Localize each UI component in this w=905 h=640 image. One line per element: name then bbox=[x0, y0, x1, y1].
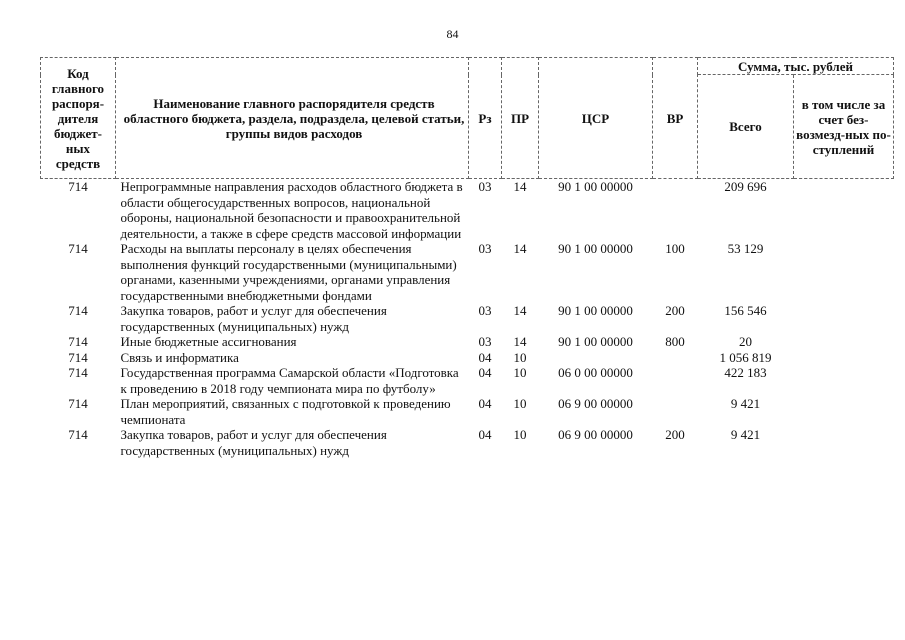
cell-total: 9 421 bbox=[730, 396, 761, 411]
cell-csr: 90 1 00 00000 bbox=[558, 303, 633, 318]
cell-vr bbox=[653, 396, 698, 427]
cell-rz: 04 bbox=[478, 349, 492, 365]
cell-incl bbox=[794, 334, 894, 350]
header-vr: ВР bbox=[653, 58, 698, 179]
header-name: Наименование главного распорядителя средств областного бюджета, раздела, подраздела, целевой статьи, группы видов расходов bbox=[116, 58, 469, 179]
cell-rz: 04 bbox=[478, 365, 492, 380]
header-rz: Рз bbox=[469, 58, 502, 179]
cell-vr bbox=[653, 365, 698, 396]
cell-name: Расходы на выплаты персоналу в целях обеспечения выполнения функций государственными (муниципальными) органами, казенными учреждениями, органами управления государственными внебюджетными фондами bbox=[120, 241, 457, 303]
header-pr: ПР bbox=[502, 58, 539, 179]
cell-rz: 03 bbox=[478, 179, 492, 194]
table-row bbox=[41, 350, 894, 366]
cell-total: 209 696 bbox=[724, 179, 767, 194]
cell-total: 20 bbox=[739, 334, 752, 349]
cell-csr bbox=[539, 350, 653, 366]
cell-pr: 14 bbox=[513, 179, 527, 194]
table-row bbox=[41, 179, 894, 242]
cell-name: Иные бюджетные ассигнования bbox=[120, 334, 297, 349]
cell-vr: 800 bbox=[665, 334, 685, 349]
cell-csr: 06 9 00 00000 bbox=[558, 427, 633, 442]
header-total: Всего bbox=[698, 75, 794, 179]
cell-name: Непрограммные направления расходов областного бюджета в области общегосударственных вопросов, национальной обороны, национальной безопасности и правоохранительной деятельности, а также в сфере средств массовой информации bbox=[120, 179, 463, 241]
cell-incl bbox=[794, 303, 894, 334]
cell-rz: 04 bbox=[478, 427, 492, 442]
header-incl: в том числе за счет без-возмезд-ных по-ступлений bbox=[794, 75, 894, 179]
cell-incl bbox=[794, 365, 894, 396]
cell-vr: 200 bbox=[665, 427, 685, 442]
table-row bbox=[41, 241, 894, 303]
cell-code: 714 bbox=[68, 179, 88, 194]
cell-csr: 90 1 00 00000 bbox=[558, 179, 633, 194]
cell-code: 714 bbox=[68, 303, 88, 318]
cell-pr: 10 bbox=[513, 349, 527, 365]
header-code: Код главного распоря-дителя бюджет-ных средств bbox=[41, 58, 116, 179]
cell-name: Закупка товаров, работ и услуг для обеспечения государственных (муниципальных) нужд bbox=[120, 427, 387, 458]
cell-vr bbox=[653, 179, 698, 242]
cell-code: 714 bbox=[68, 334, 88, 349]
cell-total: 53 129 bbox=[727, 241, 764, 256]
cell-incl bbox=[794, 427, 894, 458]
page-number: 84 bbox=[446, 27, 459, 41]
cell-vr bbox=[653, 350, 698, 366]
cell-total: 9 421 bbox=[730, 427, 761, 442]
cell-total: 422 183 bbox=[724, 365, 767, 380]
table-row bbox=[41, 334, 894, 350]
cell-code: 714 bbox=[68, 241, 88, 256]
cell-csr: 06 9 00 00000 bbox=[558, 396, 633, 411]
table-row bbox=[41, 365, 894, 396]
cell-rz: 03 bbox=[478, 334, 492, 349]
cell-incl bbox=[794, 241, 894, 303]
cell-incl bbox=[794, 396, 894, 427]
cell-pr: 14 bbox=[513, 241, 527, 256]
cell-csr: 06 0 00 00000 bbox=[558, 365, 633, 380]
cell-code: 714 bbox=[68, 427, 88, 442]
cell-pr: 10 bbox=[513, 427, 527, 442]
cell-code: 714 bbox=[68, 396, 88, 411]
cell-incl bbox=[794, 350, 894, 366]
cell-name: Закупка товаров, работ и услуг для обеспечения государственных (муниципальных) нужд bbox=[120, 303, 387, 334]
header-csr: ЦСР bbox=[539, 58, 653, 179]
cell-csr: 90 1 00 00000 bbox=[558, 334, 633, 349]
cell-total: 156 546 bbox=[724, 303, 767, 318]
cell-total: 1 056 819 bbox=[719, 349, 772, 365]
cell-incl bbox=[794, 179, 894, 242]
cell-rz: 03 bbox=[478, 241, 492, 256]
budget-table bbox=[40, 57, 894, 458]
table-row bbox=[41, 303, 894, 334]
cell-rz: 03 bbox=[478, 303, 492, 318]
cell-pr: 10 bbox=[513, 365, 527, 380]
cell-pr: 10 bbox=[513, 396, 527, 411]
cell-vr: 100 bbox=[665, 241, 685, 256]
cell-code: 714 bbox=[68, 365, 88, 380]
cell-vr: 200 bbox=[665, 303, 685, 318]
cell-code: 714 bbox=[68, 349, 88, 365]
header-sum-group: Сумма, тыс. рублей bbox=[698, 58, 894, 75]
cell-csr: 90 1 00 00000 bbox=[558, 241, 633, 256]
table-row bbox=[41, 396, 894, 427]
cell-rz: 04 bbox=[478, 396, 492, 411]
cell-name: Государственная программа Самарской области «Подготовка к проведению в 2018 году чемпионата мира по футболу» bbox=[120, 365, 459, 396]
cell-pr: 14 bbox=[513, 334, 527, 349]
table-row bbox=[41, 427, 894, 458]
cell-pr: 14 bbox=[513, 303, 527, 318]
cell-name: План мероприятий, связанных с подготовкой к проведению чемпионата bbox=[120, 396, 451, 427]
cell-name: Связь и информатика bbox=[120, 349, 239, 365]
